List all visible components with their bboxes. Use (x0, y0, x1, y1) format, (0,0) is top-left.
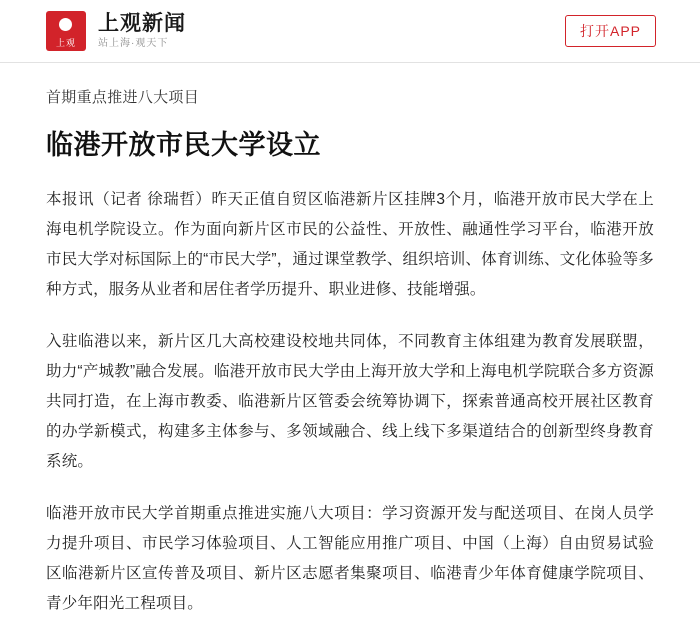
logo-dot-icon (59, 18, 72, 31)
logo-mark-text: 上观 (55, 38, 76, 48)
article-container (0, 63, 700, 619)
header-inner (0, 11, 700, 51)
site-title: 上观新闻 (98, 11, 186, 35)
article-kicker: 首期重点推进八大项目 (46, 89, 200, 106)
article-paragraph: 入驻临港以来，新片区几大高校建设校地共同体，不同教育主体组建为教育发展联盟，助力“产城教”融合发展。临港开放市民大学由上海开放大学和上海电机学院联合多方资源共同打造，在上海市教委、临港新片区管委会统筹协调下，探索普通高校开展社区教育的办学新模式，构建多主体参与、多领域融合、线上线下多渠道结合的创新型终身教育系统。 (46, 333, 654, 471)
site-logo-mark[interactable] (46, 11, 86, 51)
site-logo-text[interactable] (98, 12, 186, 51)
open-app-button[interactable]: 打开APP (565, 15, 656, 47)
article-paragraph: 本报讯（记者 徐瑞哲）昨天正值自贸区临港新片区挂牌3个月，临港开放市民大学在上海电机学院设立。作为面向新片区市民的公益性、开放性、融通性学习平台，临港开放市民大学对标国际上的“市民大学”，通过课堂教学、组织培训、体育训练、文化体验等多种方式，服务从业者和居住者学历提升、职业进修、技能增强。 (46, 191, 654, 299)
page-title: 临港开放市民大学设立 (46, 130, 321, 161)
site-header (0, 0, 700, 63)
site-subtitle: 站上海·观天下 (98, 37, 169, 49)
article-paragraph: 临港开放市民大学首期重点推进实施八大项目：学习资源开发与配送项目、在岗人员学力提升项目、市民学习体验项目、人工智能应用推广项目、中国（上海）自由贸易试验区临港新片区宣传普及项目、新片区志愿者集聚项目、临港青少年体育健康学院项目、青少年阳光工程项目。 (46, 505, 654, 613)
